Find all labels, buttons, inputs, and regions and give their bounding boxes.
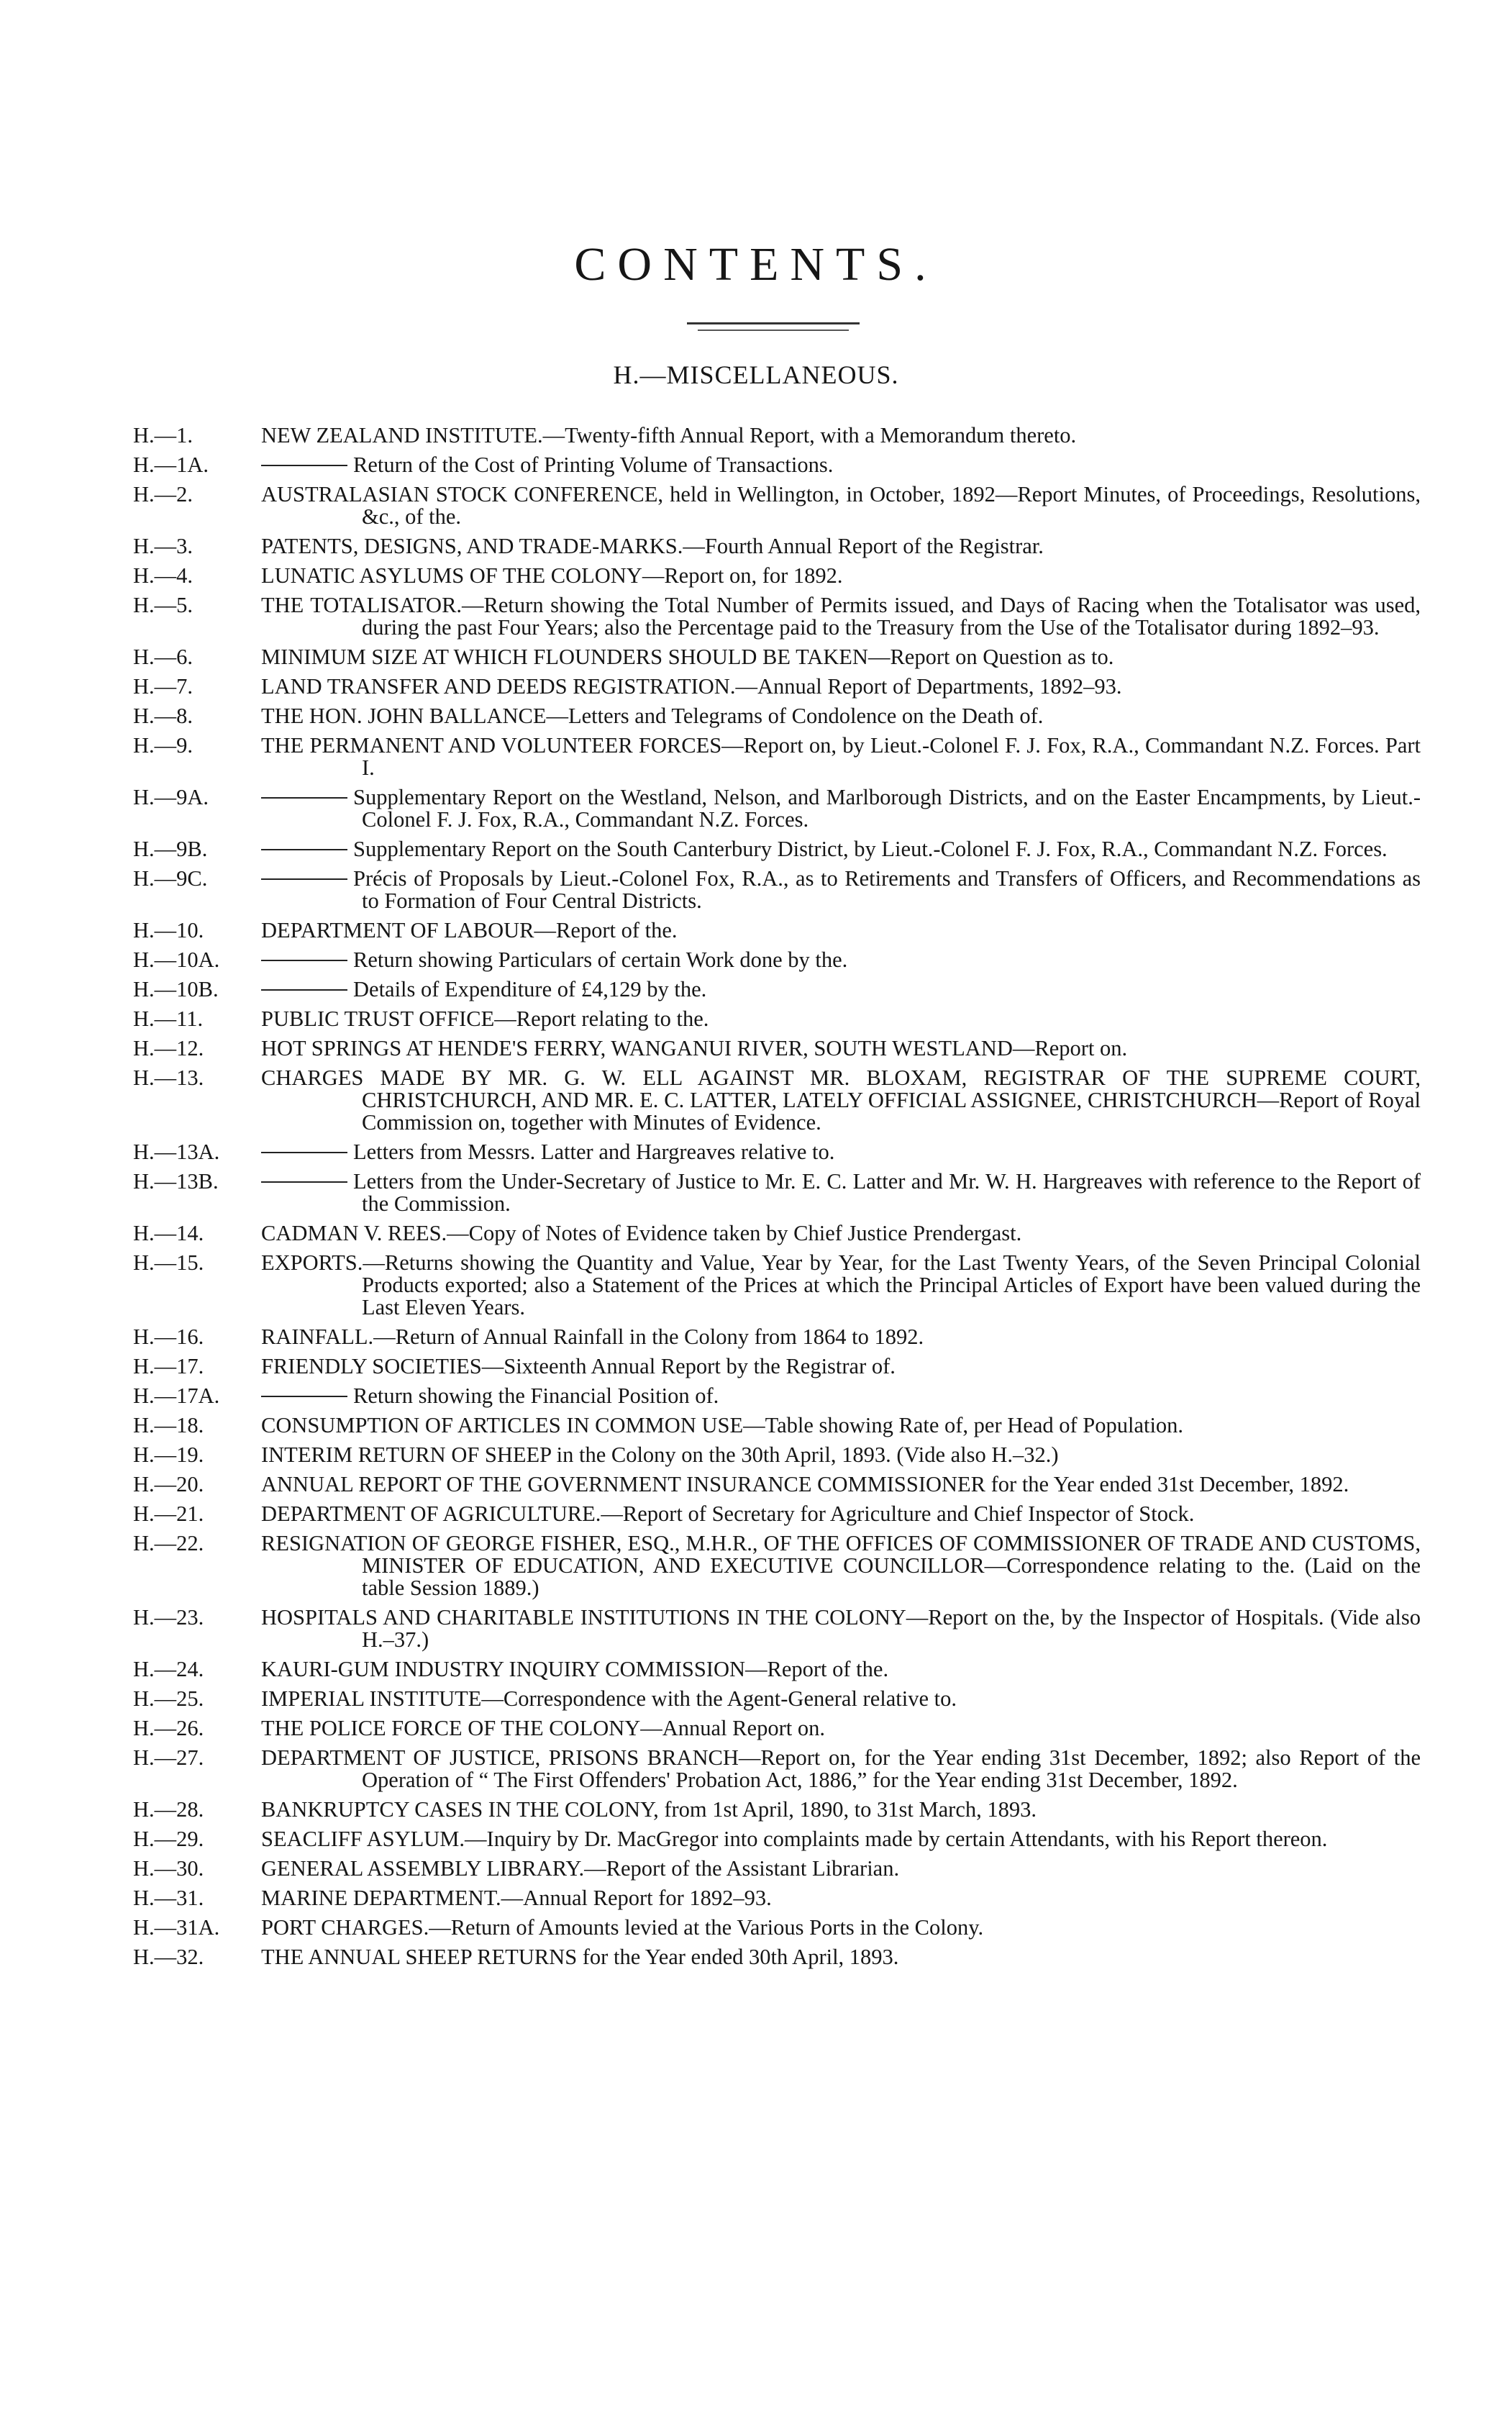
entry-reference: H.—28.	[133, 1797, 204, 1822]
entry-text-block	[261, 1828, 1421, 1850]
entry-reference: H.—31.	[133, 1886, 204, 1910]
entry-description: KAURI-GUM INDUSTRY INQUIRY COMMISSION—Report of the.	[261, 1657, 889, 1681]
entry-reference: H.—12.	[133, 1036, 204, 1060]
entry-text-block	[261, 705, 1421, 727]
contents-entry-37	[133, 1799, 1421, 1821]
entry-text-block	[261, 1355, 1421, 1378]
contents-entry-22	[133, 1222, 1421, 1245]
entry-text-block	[261, 1747, 1421, 1791]
entry-text-block	[261, 1717, 1421, 1740]
entry-text-block	[261, 1658, 1421, 1681]
entry-description: CONSUMPTION OF ARTICLES IN COMMON USE—Table showing Rate of, per Head of Population.	[261, 1413, 1184, 1437]
entry-description: BANKRUPTCY CASES IN THE COLONY, from 1st April, 1890, to 31st March, 1893.	[261, 1797, 1037, 1822]
entry-description: Return showing the Financial Position of.	[353, 1383, 719, 1408]
entry-reference: H.—19.	[133, 1442, 204, 1467]
contents-entry-17	[133, 1008, 1421, 1030]
section-heading: H.—MISCELLANEOUS.	[613, 360, 899, 389]
entry-description: THE POLICE FORCE OF THE COLONY—Annual Report on.	[261, 1716, 825, 1740]
entry-description: ANNUAL REPORT OF THE GOVERNMENT INSURANCE COMMISSIONER for the Year ended 31st December, 1892.	[261, 1472, 1349, 1496]
entry-text-block	[261, 1688, 1421, 1710]
entry-text-block	[261, 1858, 1421, 1880]
entry-text-block	[261, 1503, 1421, 1525]
entry-reference: H.—31A.	[133, 1915, 220, 1940]
entry-description: HOSPITALS AND CHARITABLE INSTITUTIONS IN THE COLONY—Report on the, by the Inspector of Hospitals. (Vide also H.–37.)	[261, 1605, 1421, 1652]
contents-entry-27	[133, 1414, 1421, 1437]
entry-reference: H.—13.	[133, 1065, 204, 1090]
contents-list	[133, 424, 1421, 1976]
entry-description: CADMAN V. REES.—Copy of Notes of Evidence taken by Chief Justice Prendergast.	[261, 1221, 1022, 1245]
entry-reference: H.—15.	[133, 1250, 204, 1275]
contents-entry-39	[133, 1858, 1421, 1880]
entry-reference: H.—17A.	[133, 1383, 220, 1408]
entry-description: HOT SPRINGS AT HENDE'S FERRY, WANGANUI RIVER, SOUTH WESTLAND—Report on.	[261, 1036, 1128, 1060]
contents-entry-5	[133, 565, 1421, 587]
entry-reference: H.—10.	[133, 918, 204, 942]
entry-text-block	[261, 1141, 1421, 1163]
entry-text-block	[261, 838, 1421, 860]
entry-description: Return showing Particulars of certain Work done by the.	[353, 948, 848, 972]
entry-reference: H.—9C.	[133, 866, 208, 891]
contents-entry-34	[133, 1688, 1421, 1710]
entry-description: EXPORTS.—Returns showing the Quantity and Value, Year by Year, for the Last Twenty Years, of the Seven Principal Colonial Products exported; also a Statement of the Prices at which the Principal Articles of Export have been valued during the Last Eleven Years.	[261, 1250, 1421, 1319]
entry-description: DEPARTMENT OF AGRICULTURE.—Report of Secretary for Agriculture and Chief Inspector of Stock.	[261, 1501, 1195, 1526]
entry-text-block	[261, 676, 1421, 698]
contents-entry-12	[133, 838, 1421, 860]
entry-text-block	[261, 594, 1421, 639]
contents-entry-6	[133, 594, 1421, 639]
contents-entry-38	[133, 1828, 1421, 1850]
contents-entry-28	[133, 1444, 1421, 1466]
entry-text-block	[261, 1037, 1421, 1060]
entry-description: RESIGNATION OF GEORGE FISHER, ESQ., M.H.R., OF THE OFFICES OF COMMISSIONER OF TRADE AND CUSTOMS, MINISTER OF EDUCATION, AND EXECUTIVE COUNCILLOR—Correspondence relating to the. (Laid on the table Session 1889.)	[261, 1531, 1421, 1600]
ditto-dash	[261, 989, 347, 991]
entry-description: SEACLIFF ASYLUM.—Inquiry by Dr. MacGregor into complaints made by certain Attendants, with his Report thereon.	[261, 1827, 1328, 1851]
ditto-dash	[261, 878, 347, 880]
contents-entry-19	[133, 1067, 1421, 1134]
entry-description: PATENTS, DESIGNS, AND TRADE-MARKS.—Fourth Annual Report of the Registrar.	[261, 534, 1044, 558]
entry-description: PUBLIC TRUST OFFICE—Report relating to the.	[261, 1006, 709, 1031]
entry-description: NEW ZEALAND INSTITUTE.—Twenty-fifth Annual Report, with a Memorandum thereto.	[261, 423, 1077, 447]
entry-reference: H.—1.	[133, 423, 193, 447]
entry-description: Supplementary Report on the Westland, Nelson, and Marlborough Districts, and on the Easter Encampments, by Lieut.-Colonel F. J. Fox, R.A., Commandant N.Z. Forces.	[353, 785, 1421, 832]
entry-description: DEPARTMENT OF JUSTICE, PRISONS BRANCH—Report on, for the Year ending 31st December, 1892; also Report of the Operation of “ The First Offenders' Probation Act, 1886,” for the Year ending 31st December, 1892.	[261, 1745, 1421, 1792]
entry-text-block	[261, 978, 1421, 1001]
entry-reference: H.—9A.	[133, 785, 209, 809]
contents-entry-4	[133, 535, 1421, 558]
contents-entry-25	[133, 1355, 1421, 1378]
entry-text-block	[261, 424, 1421, 447]
entry-description: RAINFALL.—Return of Annual Rainfall in the Colony from 1864 to 1892.	[261, 1324, 924, 1349]
contents-entry-14	[133, 919, 1421, 942]
entry-reference: H.—25.	[133, 1686, 204, 1711]
contents-entry-8	[133, 676, 1421, 698]
ditto-dash	[261, 1396, 347, 1397]
contents-entry-2	[133, 454, 1421, 476]
contents-entry-7	[133, 646, 1421, 668]
entry-text-block	[261, 1008, 1421, 1030]
entry-text-block	[261, 1171, 1421, 1215]
entry-description: AUSTRALASIAN STOCK CONFERENCE, held in Wellington, in October, 1892—Report Minutes, of Proceedings, Resolutions, &c., of the.	[261, 482, 1421, 529]
contents-entry-30	[133, 1503, 1421, 1525]
entry-description: Letters from Messrs. Latter and Hargreaves relative to.	[353, 1140, 835, 1164]
contents-entry-18	[133, 1037, 1421, 1060]
ditto-dash	[261, 797, 347, 799]
ditto-dash	[261, 1152, 347, 1153]
entry-reference: H.—11.	[133, 1006, 204, 1031]
entry-description: DEPARTMENT OF LABOUR—Report of the.	[261, 918, 678, 942]
entry-text-block	[261, 565, 1421, 587]
entry-description: Letters from the Under-Secretary of Justice to Mr. E. C. Latter and Mr. W. H. Hargreaves with reference to the Report of the Commission.	[353, 1169, 1421, 1216]
title-divider-lower	[698, 330, 849, 331]
entry-text-block	[261, 786, 1421, 831]
ditto-dash	[261, 1181, 347, 1183]
entry-text-block	[261, 483, 1421, 528]
entry-description: LUNATIC ASYLUMS OF THE COLONY—Report on, for 1892.	[261, 563, 843, 588]
contents-entry-31	[133, 1532, 1421, 1599]
entry-text-block	[261, 1887, 1421, 1909]
entry-description: Return of the Cost of Printing Volume of Transactions.	[353, 453, 834, 477]
contents-entry-41	[133, 1917, 1421, 1939]
entry-description: MINIMUM SIZE AT WHICH FLOUNDERS SHOULD BE TAKEN—Report on Question as to.	[261, 645, 1114, 669]
entry-reference: H.—7.	[133, 674, 193, 699]
entry-reference: H.—16.	[133, 1324, 204, 1349]
entry-description: Supplementary Report on the South Canterbury District, by Lieut.-Colonel F. J. Fox, R.A., Commandant N.Z. Forces.	[353, 837, 1388, 861]
entry-text-block	[261, 949, 1421, 971]
entry-text-block	[261, 1532, 1421, 1599]
entry-description: CHARGES MADE BY MR. G. W. ELL AGAINST MR. BLOXAM, REGISTRAR OF THE SUPREME COURT, CHRISTCHURCH, AND MR. E. C. LATTER, LATELY OFFICIAL ASSIGNEE, CHRISTCHURCH—Report of Royal Commission on, together with Minutes of Evidence.	[261, 1065, 1421, 1135]
entry-description: Details of Expenditure of £4,129 by the.	[353, 977, 707, 1001]
entry-text-block	[261, 1917, 1421, 1939]
entry-reference: H.—13A.	[133, 1140, 220, 1164]
entry-text-block	[261, 1946, 1421, 1968]
page-title: CONTENTS.	[574, 238, 938, 291]
contents-entry-21	[133, 1171, 1421, 1215]
contents-entry-9	[133, 705, 1421, 727]
entry-description: LAND TRANSFER AND DEEDS REGISTRATION.—Annual Report of Departments, 1892–93.	[261, 674, 1122, 699]
entry-text-block	[261, 1414, 1421, 1437]
contents-entry-3	[133, 483, 1421, 528]
contents-entry-32	[133, 1607, 1421, 1651]
entry-text-block	[261, 1222, 1421, 1245]
entry-reference: H.—32.	[133, 1945, 204, 1969]
entry-reference: H.—18.	[133, 1413, 204, 1437]
contents-entry-33	[133, 1658, 1421, 1681]
contents-entry-13	[133, 868, 1421, 912]
entry-description: Précis of Proposals by Lieut.-Colonel Fox, R.A., as to Retirements and Transfers of Officers, and Recommendations as to Formation of Four Central Districts.	[353, 866, 1421, 913]
entry-reference: H.—5.	[133, 593, 193, 617]
contents-entry-29	[133, 1473, 1421, 1496]
entry-description: THE ANNUAL SHEEP RETURNS for the Year ended 30th April, 1893.	[261, 1945, 899, 1969]
entry-text-block	[261, 1067, 1421, 1134]
entry-text-block	[261, 1252, 1421, 1319]
entry-text-block	[261, 1799, 1421, 1821]
entry-reference: H.—9B.	[133, 837, 208, 861]
entry-description: FRIENDLY SOCIETIES—Sixteenth Annual Report by the Registrar of.	[261, 1354, 896, 1378]
entry-text-block	[261, 1607, 1421, 1651]
contents-entry-20	[133, 1141, 1421, 1163]
title-divider	[687, 322, 860, 324]
contents-entry-36	[133, 1747, 1421, 1791]
entry-reference: H.—2.	[133, 482, 193, 506]
entry-reference: H.—9.	[133, 733, 193, 758]
entry-text-block	[261, 454, 1421, 476]
entry-reference: H.—21.	[133, 1501, 204, 1526]
entry-reference: H.—13B.	[133, 1169, 219, 1194]
entry-reference: H.—22.	[133, 1531, 204, 1555]
entry-reference: H.—8.	[133, 704, 193, 728]
entry-reference: H.—1A.	[133, 453, 209, 477]
entry-reference: H.—10B.	[133, 977, 219, 1001]
entry-description: IMPERIAL INSTITUTE—Correspondence with the Agent-General relative to.	[261, 1686, 957, 1711]
entry-description: INTERIM RETURN OF SHEEP in the Colony on the 30th April, 1893. (Vide also H.–32.)	[261, 1442, 1059, 1467]
ditto-dash	[261, 960, 347, 961]
entry-text-block	[261, 735, 1421, 779]
contents-entry-40	[133, 1887, 1421, 1909]
entry-reference: H.—6.	[133, 645, 193, 669]
entry-description: MARINE DEPARTMENT.—Annual Report for 1892–93.	[261, 1886, 772, 1910]
entry-reference: H.—30.	[133, 1856, 204, 1881]
entry-description: GENERAL ASSEMBLY LIBRARY.—Report of the Assistant Librarian.	[261, 1856, 900, 1881]
contents-entry-26	[133, 1385, 1421, 1407]
entry-text-block	[261, 646, 1421, 668]
entry-text-block	[261, 1473, 1421, 1496]
entry-reference: H.—20.	[133, 1472, 204, 1496]
contents-entry-10	[133, 735, 1421, 779]
entry-text-block	[261, 1326, 1421, 1348]
entry-reference: H.—24.	[133, 1657, 204, 1681]
contents-entry-23	[133, 1252, 1421, 1319]
entry-reference: H.—26.	[133, 1716, 204, 1740]
entry-text-block	[261, 919, 1421, 942]
entry-reference: H.—3.	[133, 534, 193, 558]
entry-reference: H.—29.	[133, 1827, 204, 1851]
ditto-dash	[261, 465, 347, 466]
contents-entry-15	[133, 949, 1421, 971]
entry-reference: H.—10A.	[133, 948, 220, 972]
entry-description: THE HON. JOHN BALLANCE—Letters and Telegrams of Condolence on the Death of.	[261, 704, 1044, 728]
entry-description: THE TOTALISATOR.—Return showing the Total Number of Permits issued, and Days of Racing when the Totalisator was used, during the past Four Years; also the Percentage paid to the Treasury from the Use of the Totalisator during 1892–93.	[261, 593, 1421, 640]
entry-text-block	[261, 535, 1421, 558]
entry-reference: H.—17.	[133, 1354, 204, 1378]
entry-text-block	[261, 868, 1421, 912]
contents-entry-42	[133, 1946, 1421, 1968]
contents-entry-24	[133, 1326, 1421, 1348]
contents-entry-16	[133, 978, 1421, 1001]
entry-text-block	[261, 1444, 1421, 1466]
entry-text-block	[261, 1385, 1421, 1407]
entry-description: PORT CHARGES.—Return of Amounts levied at the Various Ports in the Colony.	[261, 1915, 984, 1940]
contents-entry-11	[133, 786, 1421, 831]
entry-reference: H.—4.	[133, 563, 193, 588]
entry-reference: H.—23.	[133, 1605, 204, 1630]
contents-entry-1	[133, 424, 1421, 447]
ditto-dash	[261, 849, 347, 850]
entry-description: THE PERMANENT AND VOLUNTEER FORCES—Report on, by Lieut.-Colonel F. J. Fox, R.A., Commandant N.Z. Forces. Part I.	[261, 733, 1421, 780]
entry-reference: H.—14.	[133, 1221, 204, 1245]
entry-reference: H.—27.	[133, 1745, 204, 1770]
contents-entry-35	[133, 1717, 1421, 1740]
